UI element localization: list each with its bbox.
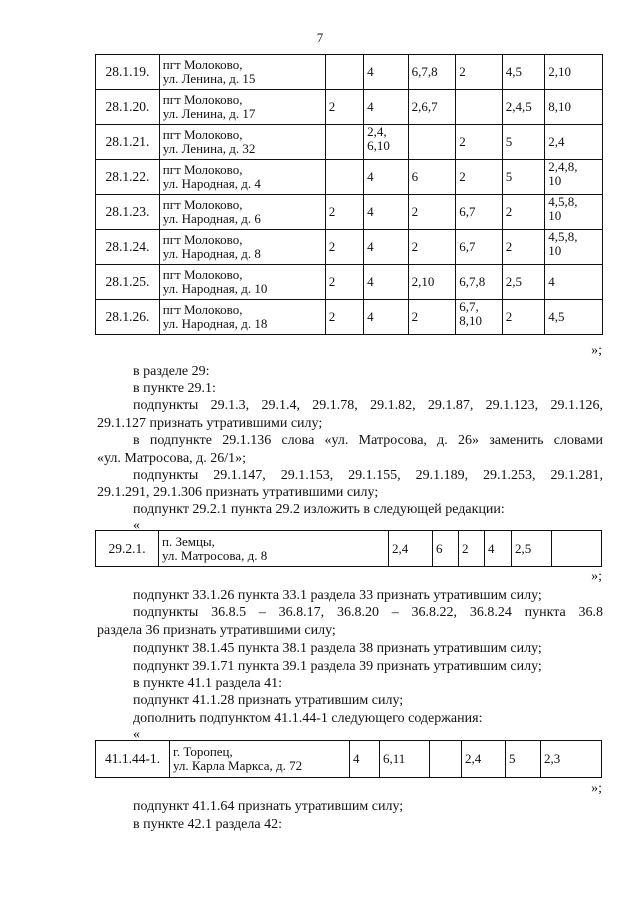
cell-value-line: 4,5,8, <box>548 194 578 209</box>
table-row <box>96 160 603 195</box>
row-code: 28.1.25. <box>96 265 160 300</box>
cell-value-line: 2,4, <box>367 124 387 139</box>
address-line-1: п. Земцы, <box>162 533 215 549</box>
cell-value: 4 <box>364 300 409 335</box>
row-address <box>159 160 325 195</box>
address-table-41-1-44-1 <box>95 740 602 778</box>
cell-value: 2,6,7 <box>408 90 456 125</box>
row-code: 29.2.1. <box>96 531 159 567</box>
closing-quote: »; <box>591 343 602 358</box>
cell-value: 4 <box>485 531 512 567</box>
address-line-1: пгт Молоково, <box>162 162 243 177</box>
cell-value-line: 10 <box>548 243 562 258</box>
cell-value: 2 <box>408 230 456 265</box>
cell-value: 2,3 <box>541 741 602 778</box>
text-line: 29.1.291, 29.1.306 признать утратившими силу; <box>97 485 379 500</box>
cell-value: 2 <box>408 195 456 230</box>
row-code: 28.1.24. <box>96 230 160 265</box>
opening-quote: « <box>133 727 140 742</box>
row-code: 28.1.23. <box>96 195 160 230</box>
cell-value <box>545 160 603 195</box>
address-line-2: ул. Народная, д. 10 <box>162 281 268 296</box>
cell-value <box>325 125 363 160</box>
cell-value <box>456 90 503 125</box>
table-row <box>96 230 603 265</box>
row-address <box>159 230 325 265</box>
cell-value: 5 <box>506 741 541 778</box>
cell-value-line: 4,5,8, <box>548 229 578 244</box>
table-row <box>96 195 603 230</box>
table-row <box>96 90 603 125</box>
cell-value-line: 10 <box>548 208 562 223</box>
cell-value: 4 <box>364 265 409 300</box>
cell-value: 6 <box>433 531 459 567</box>
row-code: 28.1.21. <box>96 125 160 160</box>
closing-quote: »; <box>591 569 602 584</box>
cell-value <box>364 125 409 160</box>
text-line: подпункт 39.1.71 пункта 39.1 раздела 39 признать утратившим силу; <box>133 659 542 674</box>
cell-value: 2 <box>502 300 545 335</box>
table-row <box>96 125 603 160</box>
table-row <box>96 265 603 300</box>
address-line-2: ул. Народная, д. 18 <box>162 316 268 331</box>
cell-value: 4,5 <box>545 300 603 335</box>
text-line: в разделе 29: <box>133 364 210 379</box>
text-line: в пункте 29.1: <box>133 381 216 396</box>
cell-value <box>408 125 456 160</box>
cell-value: 8,10 <box>545 90 603 125</box>
cell-value-line: 6,7, <box>459 299 479 314</box>
text-line: подпункты 29.1.3, 29.1.4, 29.1.78, 29.1.82, 29.1.87, 29.1.123, 29.1.126, <box>133 398 603 413</box>
text-line: «ул. Матросова, д. 26/1»; <box>97 451 247 466</box>
row-code: 28.1.22. <box>96 160 160 195</box>
text-line: 29.1.127 признать утратившими силу; <box>97 416 323 431</box>
table-row <box>96 55 603 90</box>
cell-value-line: 2,4,8, <box>548 159 578 174</box>
cell-value <box>430 741 462 778</box>
row-address <box>159 55 325 90</box>
cell-value: 5 <box>502 125 545 160</box>
address-line-1: пгт Молоково, <box>162 302 243 317</box>
row-address <box>159 195 325 230</box>
cell-value: 4 <box>545 265 603 300</box>
cell-value: 2,10 <box>545 55 603 90</box>
cell-value: 2 <box>456 160 503 195</box>
text-line: в пункте 41.1 раздела 41: <box>133 676 282 691</box>
text-line: подпункт 33.1.26 пункта 33.1 раздела 33 признать утратившим силу; <box>133 588 542 603</box>
row-address <box>170 741 350 778</box>
row-address <box>159 125 325 160</box>
cell-value: 6,7 <box>456 230 503 265</box>
cell-value: 2,4,5 <box>502 90 545 125</box>
cell-value <box>552 531 602 567</box>
address-line-2: ул. Народная, д. 8 <box>162 246 261 261</box>
cell-value: 5 <box>502 160 545 195</box>
cell-value: 4 <box>350 741 380 778</box>
cell-value: 2,5 <box>512 531 552 567</box>
address-line-1: пгт Молоково, <box>162 57 243 72</box>
row-code: 41.1.44-1. <box>96 741 170 778</box>
cell-value: 2,4 <box>545 125 603 160</box>
address-line-2: ул. Матросова, д. 8 <box>162 547 268 563</box>
cell-value <box>545 230 603 265</box>
cell-value: 2,4 <box>389 531 433 567</box>
cell-value: 2 <box>325 195 363 230</box>
text-line: в пункте 42.1 раздела 42: <box>133 817 282 832</box>
cell-value: 6,7,8 <box>408 55 456 90</box>
cell-value <box>325 55 363 90</box>
cell-value: 2 <box>459 531 485 567</box>
cell-value-line: 10 <box>548 173 562 188</box>
cell-value: 2 <box>325 300 363 335</box>
address-line-2: ул. Народная, д. 6 <box>162 211 261 226</box>
address-line-1: пгт Молоково, <box>162 92 243 107</box>
text-line: дополнить подпунктом 41.1.44-1 следующего содержания: <box>133 711 483 726</box>
address-line-2: ул. Ленина, д. 15 <box>162 71 256 86</box>
cell-value: 2 <box>408 300 456 335</box>
row-address <box>159 265 325 300</box>
row-code: 28.1.20. <box>96 90 160 125</box>
row-code: 28.1.19. <box>96 55 160 90</box>
cell-value: 6,11 <box>380 741 430 778</box>
cell-value: 2,4 <box>462 741 506 778</box>
cell-value-line: 6,10 <box>367 138 390 153</box>
cell-value-line: 8,10 <box>459 313 482 328</box>
address-line-2: ул. Народная, д. 4 <box>162 176 261 191</box>
text-line: раздела 36 признать утратившими силу; <box>97 623 336 638</box>
addresses-table-28 <box>95 54 603 335</box>
cell-value: 6,7 <box>456 195 503 230</box>
opening-quote: « <box>133 518 140 533</box>
row-address <box>159 90 325 125</box>
text-line: в подпункте 29.1.136 слова «ул. Матросова, д. 26» заменить словами <box>133 433 603 448</box>
table-row <box>96 741 602 778</box>
address-line-1: пгт Молоково, <box>162 127 243 142</box>
address-line-1: пгт Молоково, <box>162 267 243 282</box>
cell-value: 4 <box>364 195 409 230</box>
address-line-1: пгт Молоково, <box>162 197 243 212</box>
cell-value: 2 <box>456 125 503 160</box>
closing-quote: »; <box>591 781 602 796</box>
text-line: подпункты 36.8.5 – 36.8.17, 36.8.20 – 36.8.22, 36.8.24 пункта 36.8 <box>133 605 603 620</box>
cell-value: 4 <box>364 90 409 125</box>
cell-value: 4 <box>364 160 409 195</box>
address-table-29-2-1 <box>95 530 602 567</box>
cell-value <box>545 195 603 230</box>
address-line-2: ул. Карла Маркса, д. 72 <box>173 758 303 773</box>
cell-value: 2 <box>325 265 363 300</box>
row-address <box>159 300 325 335</box>
page-number: 7 <box>316 30 324 45</box>
cell-value: 4 <box>364 55 409 90</box>
cell-value <box>456 300 503 335</box>
address-line-2: ул. Ленина, д. 32 <box>162 141 256 156</box>
table-row <box>96 300 603 335</box>
cell-value: 2 <box>502 230 545 265</box>
cell-value: 4,5 <box>502 55 545 90</box>
cell-value: 2,5 <box>502 265 545 300</box>
cell-value: 2,10 <box>408 265 456 300</box>
table-row <box>96 531 602 567</box>
cell-value: 2 <box>325 90 363 125</box>
address-line-2: ул. Ленина, д. 17 <box>162 106 256 121</box>
row-address <box>159 531 389 567</box>
text-line: подпункт 38.1.45 пункта 38.1 раздела 38 признать утратившим силу; <box>133 641 542 656</box>
cell-value: 2 <box>325 230 363 265</box>
text-line: подпункт 41.1.28 признать утратившим силу; <box>133 693 404 708</box>
text-line: подпункты 29.1.147, 29.1.153, 29.1.155, 29.1.189, 29.1.253, 29.1.281, <box>133 468 603 483</box>
cell-value: 4 <box>364 230 409 265</box>
cell-value: 2 <box>456 55 503 90</box>
text-line: подпункт 41.1.64 признать утратившим силу; <box>133 799 404 814</box>
address-line-1: пгт Молоково, <box>162 232 243 247</box>
address-line-1: г. Торопец, <box>173 744 233 759</box>
cell-value: 2 <box>502 195 545 230</box>
cell-value: 6 <box>408 160 456 195</box>
text-line: подпункт 29.2.1 пункта 29.2 изложить в следующей редакции: <box>133 502 505 517</box>
cell-value <box>325 160 363 195</box>
cell-value: 6,7,8 <box>456 265 503 300</box>
row-code: 28.1.26. <box>96 300 160 335</box>
